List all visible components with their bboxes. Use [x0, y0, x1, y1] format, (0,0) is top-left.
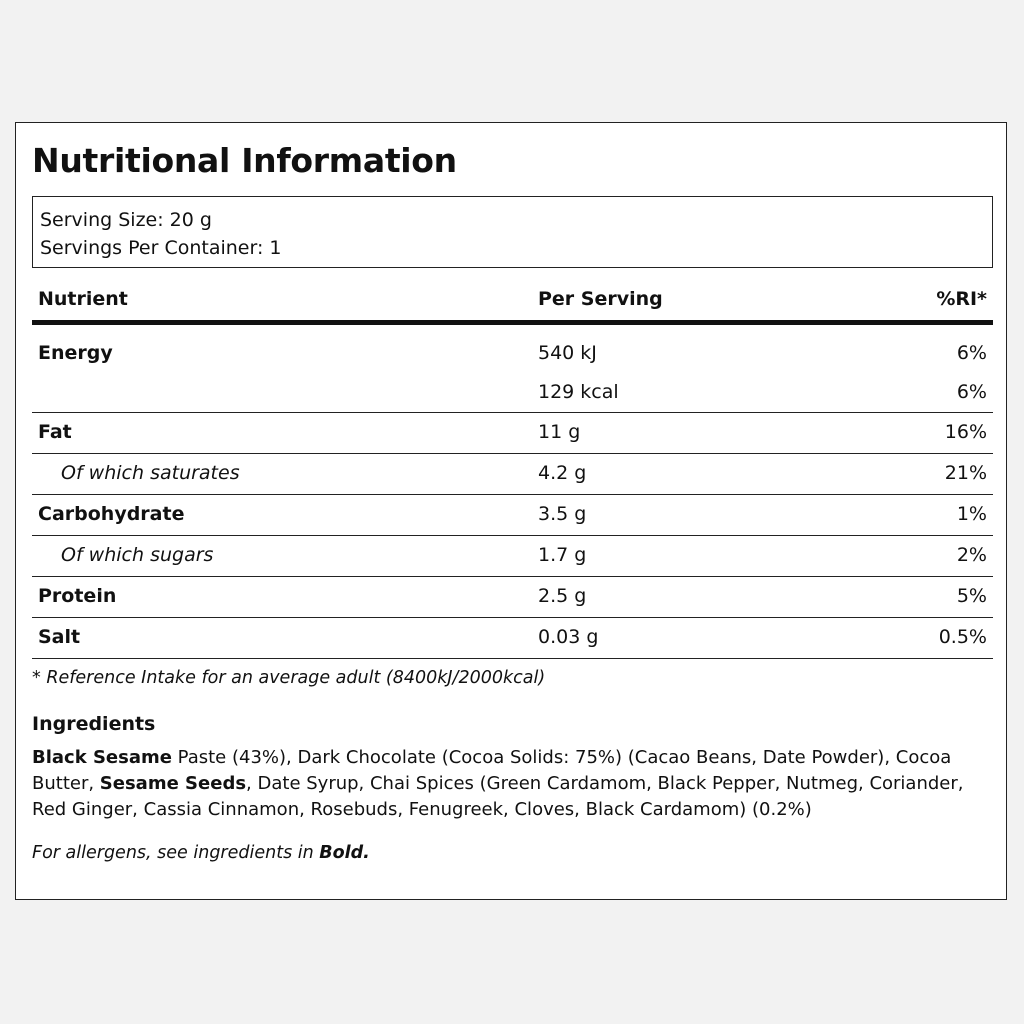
nutrient-value: 4.2 g [538, 462, 587, 484]
table-row [32, 495, 993, 536]
allergen-highlight: Black Sesame [32, 747, 172, 768]
table-row [32, 454, 993, 495]
nutrition-table [32, 279, 993, 659]
nutrient-ri: 5% [956, 585, 987, 607]
ingredients-segment: , Date Syrup, Chai Spices (Green Cardamom, Black Pepper, Nutmeg, Coriander, Red Ginger, Cassia Cinnamon, Rosebuds, Fenugreek, Cloves, Black Cardamom) (0.2%) [32, 773, 964, 820]
page-title: Nutritional Information [32, 141, 457, 180]
nutrient-ri: 21% [944, 462, 987, 484]
serving-info-box [32, 196, 993, 268]
allergen-highlight: Sesame Seeds [99, 773, 247, 794]
nutrient-value: 11 g [538, 421, 581, 443]
nutrient-name: Carbohydrate [38, 503, 185, 525]
nutrient-name: Salt [38, 626, 81, 648]
nutrient-value: 129 kcal [538, 381, 619, 403]
ri-footnote: * Reference Intake for an average adult (8400kJ/2000kcal) [32, 668, 546, 688]
nutrient-ri: 6% [956, 381, 987, 403]
nutrient-name: Of which saturates [61, 462, 240, 484]
ingredients-segment: Paste (43%), Dark Chocolate (Cocoa Solids: 75%) (Cacao Beans, Date Powder), Cocoa Butter, [32, 747, 952, 794]
table-row [32, 618, 993, 659]
header-per-serving: Per Serving [538, 288, 663, 310]
allergen-note-bold: Bold. [319, 843, 370, 863]
table-row-energy [32, 325, 993, 413]
nutrient-value: 540 kJ [538, 342, 597, 364]
nutrient-name: Fat [38, 421, 72, 443]
nutrient-ri: 16% [944, 421, 987, 443]
nutrient-ri: 6% [956, 342, 987, 364]
table-row [32, 536, 993, 577]
allergen-note [32, 843, 370, 863]
nutrient-name: Energy [38, 342, 113, 364]
nutrient-ri: 1% [956, 503, 987, 525]
ingredients-title: Ingredients [32, 713, 156, 735]
header-ri: %RI* [936, 288, 987, 310]
nutrient-value: 3.5 g [538, 503, 587, 525]
servings-per-container: Servings Per Container: 1 [40, 237, 282, 259]
table-row [32, 413, 993, 454]
nutrition-panel [15, 122, 1007, 900]
header-nutrient: Nutrient [38, 288, 128, 310]
allergen-note-text: For allergens, see ingredients in [32, 843, 320, 863]
nutrient-value: 0.03 g [538, 626, 599, 648]
nutrient-value: 2.5 g [538, 585, 587, 607]
serving-size: Serving Size: 20 g [40, 209, 212, 231]
nutrient-ri: 0.5% [938, 626, 987, 648]
table-row [32, 577, 993, 618]
table-header-row [32, 279, 993, 325]
ingredients-text [32, 745, 992, 823]
nutrient-name: Of which sugars [61, 544, 214, 566]
nutrient-value: 1.7 g [538, 544, 587, 566]
nutrient-name: Protein [38, 585, 117, 607]
nutrient-ri: 2% [956, 544, 987, 566]
